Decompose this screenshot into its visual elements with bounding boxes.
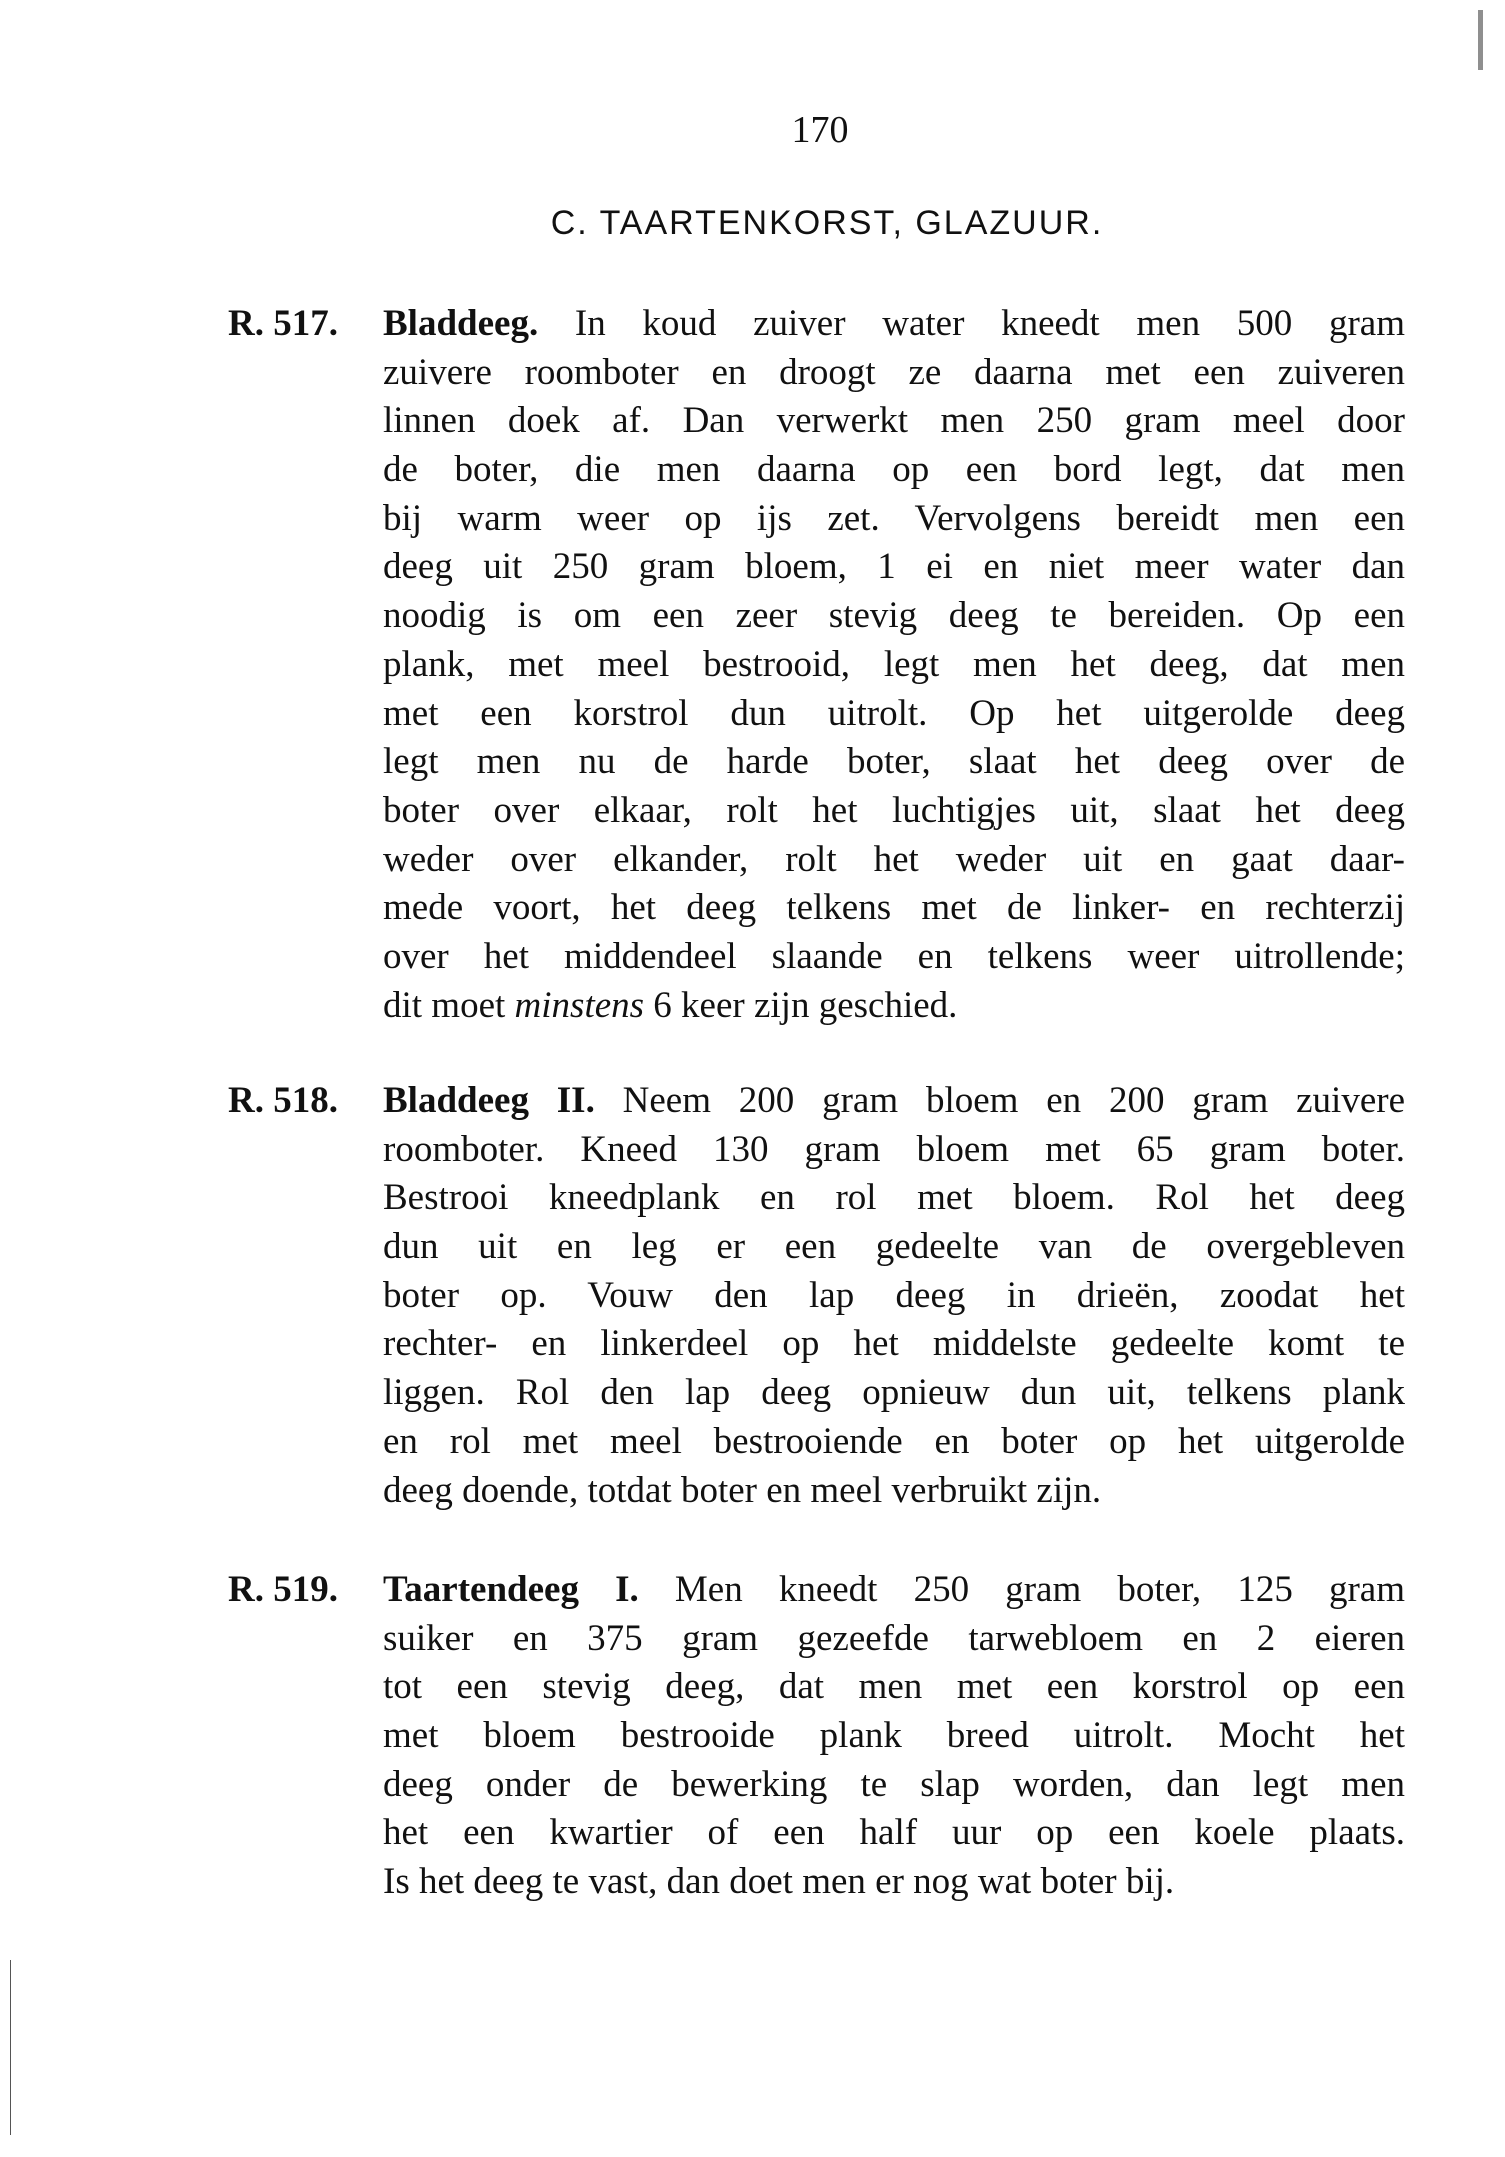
- text-segment: liggen. Rol den lap deeg opnieuw dun uit, telkens plank: [383, 1372, 1405, 1414]
- text-line: [383, 1566, 1405, 1615]
- text-segment: Neem 200 gram bloem en 200 gram zuivere: [594, 1080, 1405, 1121]
- text-line: [383, 349, 1405, 398]
- text-line: [383, 300, 1405, 349]
- text-line: [383, 1272, 1405, 1321]
- text-line: [383, 592, 1405, 641]
- text-line: [383, 1320, 1405, 1369]
- text-line: [383, 1761, 1405, 1810]
- recipe-title: Bladdeeg.: [383, 303, 539, 344]
- text-segment: 6 keer zijn geschied.: [644, 984, 958, 1026]
- text-line: [383, 397, 1405, 446]
- text-segment: linnen doek af. Dan verwerkt men 250 gram meel door: [383, 400, 1405, 442]
- text-segment: rechter- en linkerdeel op het middelste gedeelte komt te: [383, 1323, 1405, 1365]
- text-line: [383, 1418, 1405, 1467]
- text-line: [383, 1712, 1405, 1761]
- text-segment: met bloem bestrooide plank breed uitrolt. Mocht het: [383, 1715, 1405, 1757]
- text-segment: deeg doende, totdat boter en meel verbruikt zijn.: [383, 1469, 1102, 1511]
- text-segment: dit moet: [383, 984, 515, 1026]
- text-segment: met een korstrol dun uitrolt. Op het uitgerolde deeg: [383, 692, 1405, 734]
- text-line: [383, 495, 1405, 544]
- emphasis-text: minstens: [514, 984, 645, 1026]
- text-segment: het een kwartier of een half uur op een koele plaats.: [383, 1812, 1405, 1854]
- text-segment: over het middendeel slaande en telkens weer uitrollende;: [383, 935, 1405, 977]
- recipe-number: R. 519.: [228, 1569, 338, 1610]
- text-segment: tot een stevig deeg, dat men met een korstrol op een: [383, 1666, 1405, 1708]
- text-segment: roomboter. Kneed 130 gram bloem met 65 gram boter.: [383, 1128, 1405, 1170]
- recipe-title: Bladdeeg II.: [383, 1080, 595, 1121]
- text-line: [383, 543, 1405, 592]
- text-segment: en rol met meel bestrooiende en boter op het uitgerolde: [383, 1420, 1405, 1462]
- text-line: [383, 982, 1405, 1031]
- recipe-body: [383, 300, 1405, 1030]
- text-segment: mede voort, het deeg telkens met de linker- en rechterzij: [383, 887, 1405, 929]
- recipe-title: Taartendeeg I.: [383, 1569, 639, 1610]
- text-segment: zuivere roomboter en droogt ze daarna met een zuiveren: [383, 351, 1405, 393]
- recipe-number: R. 517.: [228, 303, 338, 344]
- recipe-body: [383, 1566, 1405, 1907]
- text-line: [383, 884, 1405, 933]
- text-line: [383, 1663, 1405, 1712]
- text-line: [383, 1615, 1405, 1664]
- text-line: [383, 738, 1405, 787]
- text-line: [383, 1369, 1405, 1418]
- text-line: [383, 1126, 1405, 1175]
- text-segment: Is het deeg te vast, dan doet men er nog wat boter bij.: [383, 1861, 1175, 1903]
- text-segment: In koud zuiver water kneedt men 500 gram: [538, 303, 1405, 344]
- text-segment: deeg onder de bewerking te slap worden, dan legt men: [383, 1763, 1405, 1805]
- text-line: [383, 1467, 1405, 1516]
- text-segment: boter op. Vouw den lap deeg in drieën, zoodat het: [383, 1274, 1405, 1316]
- text-segment: weder over elkander, rolt het weder uit en gaat daar-: [383, 838, 1405, 880]
- text-line: [383, 1223, 1405, 1272]
- text-line: [383, 1174, 1405, 1223]
- text-line: [383, 1809, 1405, 1858]
- text-line: [383, 933, 1405, 982]
- text-line: [383, 787, 1405, 836]
- scan-edge-stain: [1478, 10, 1483, 70]
- text-segment: boter over elkaar, rolt het luchtigjes uit, slaat het deeg: [383, 789, 1405, 831]
- text-line: [383, 446, 1405, 495]
- text-segment: bij warm weer op ijs zet. Vervolgens bereidt men een: [383, 497, 1405, 539]
- text-segment: Men kneedt 250 gram boter, 125 gram: [638, 1569, 1405, 1610]
- text-segment: Bestrooi kneedplank en rol met bloem. Rol het deeg: [383, 1177, 1405, 1219]
- text-segment: de boter, die men daarna op een bord legt, dat men: [383, 449, 1405, 491]
- text-line: [383, 641, 1405, 690]
- text-segment: noodig is om een zeer stevig deeg te bereiden. Op een: [383, 595, 1405, 637]
- text-line: [383, 836, 1405, 885]
- text-segment: legt men nu de harde boter, slaat het deeg over de: [383, 741, 1405, 783]
- text-line: [383, 1077, 1405, 1126]
- scan-margin-mark: [10, 1960, 11, 2135]
- text-segment: suiker en 375 gram gezeefde tarwebloem en 2 eieren: [383, 1617, 1405, 1659]
- text-segment: dun uit en leg er een gedeelte van de overgebleven: [383, 1226, 1405, 1268]
- recipe-body: [383, 1077, 1405, 1515]
- section-heading: C. TAARTENKORST, GLAZUUR.: [550, 204, 1104, 242]
- page-number: 170: [791, 109, 849, 151]
- text-segment: plank, met meel bestrooid, legt men het deeg, dat men: [383, 643, 1405, 685]
- text-segment: deeg uit 250 gram bloem, 1 ei en niet meer water dan: [383, 546, 1405, 588]
- text-line: [383, 1858, 1405, 1907]
- text-line: [383, 690, 1405, 739]
- recipe-number: R. 518.: [228, 1080, 338, 1121]
